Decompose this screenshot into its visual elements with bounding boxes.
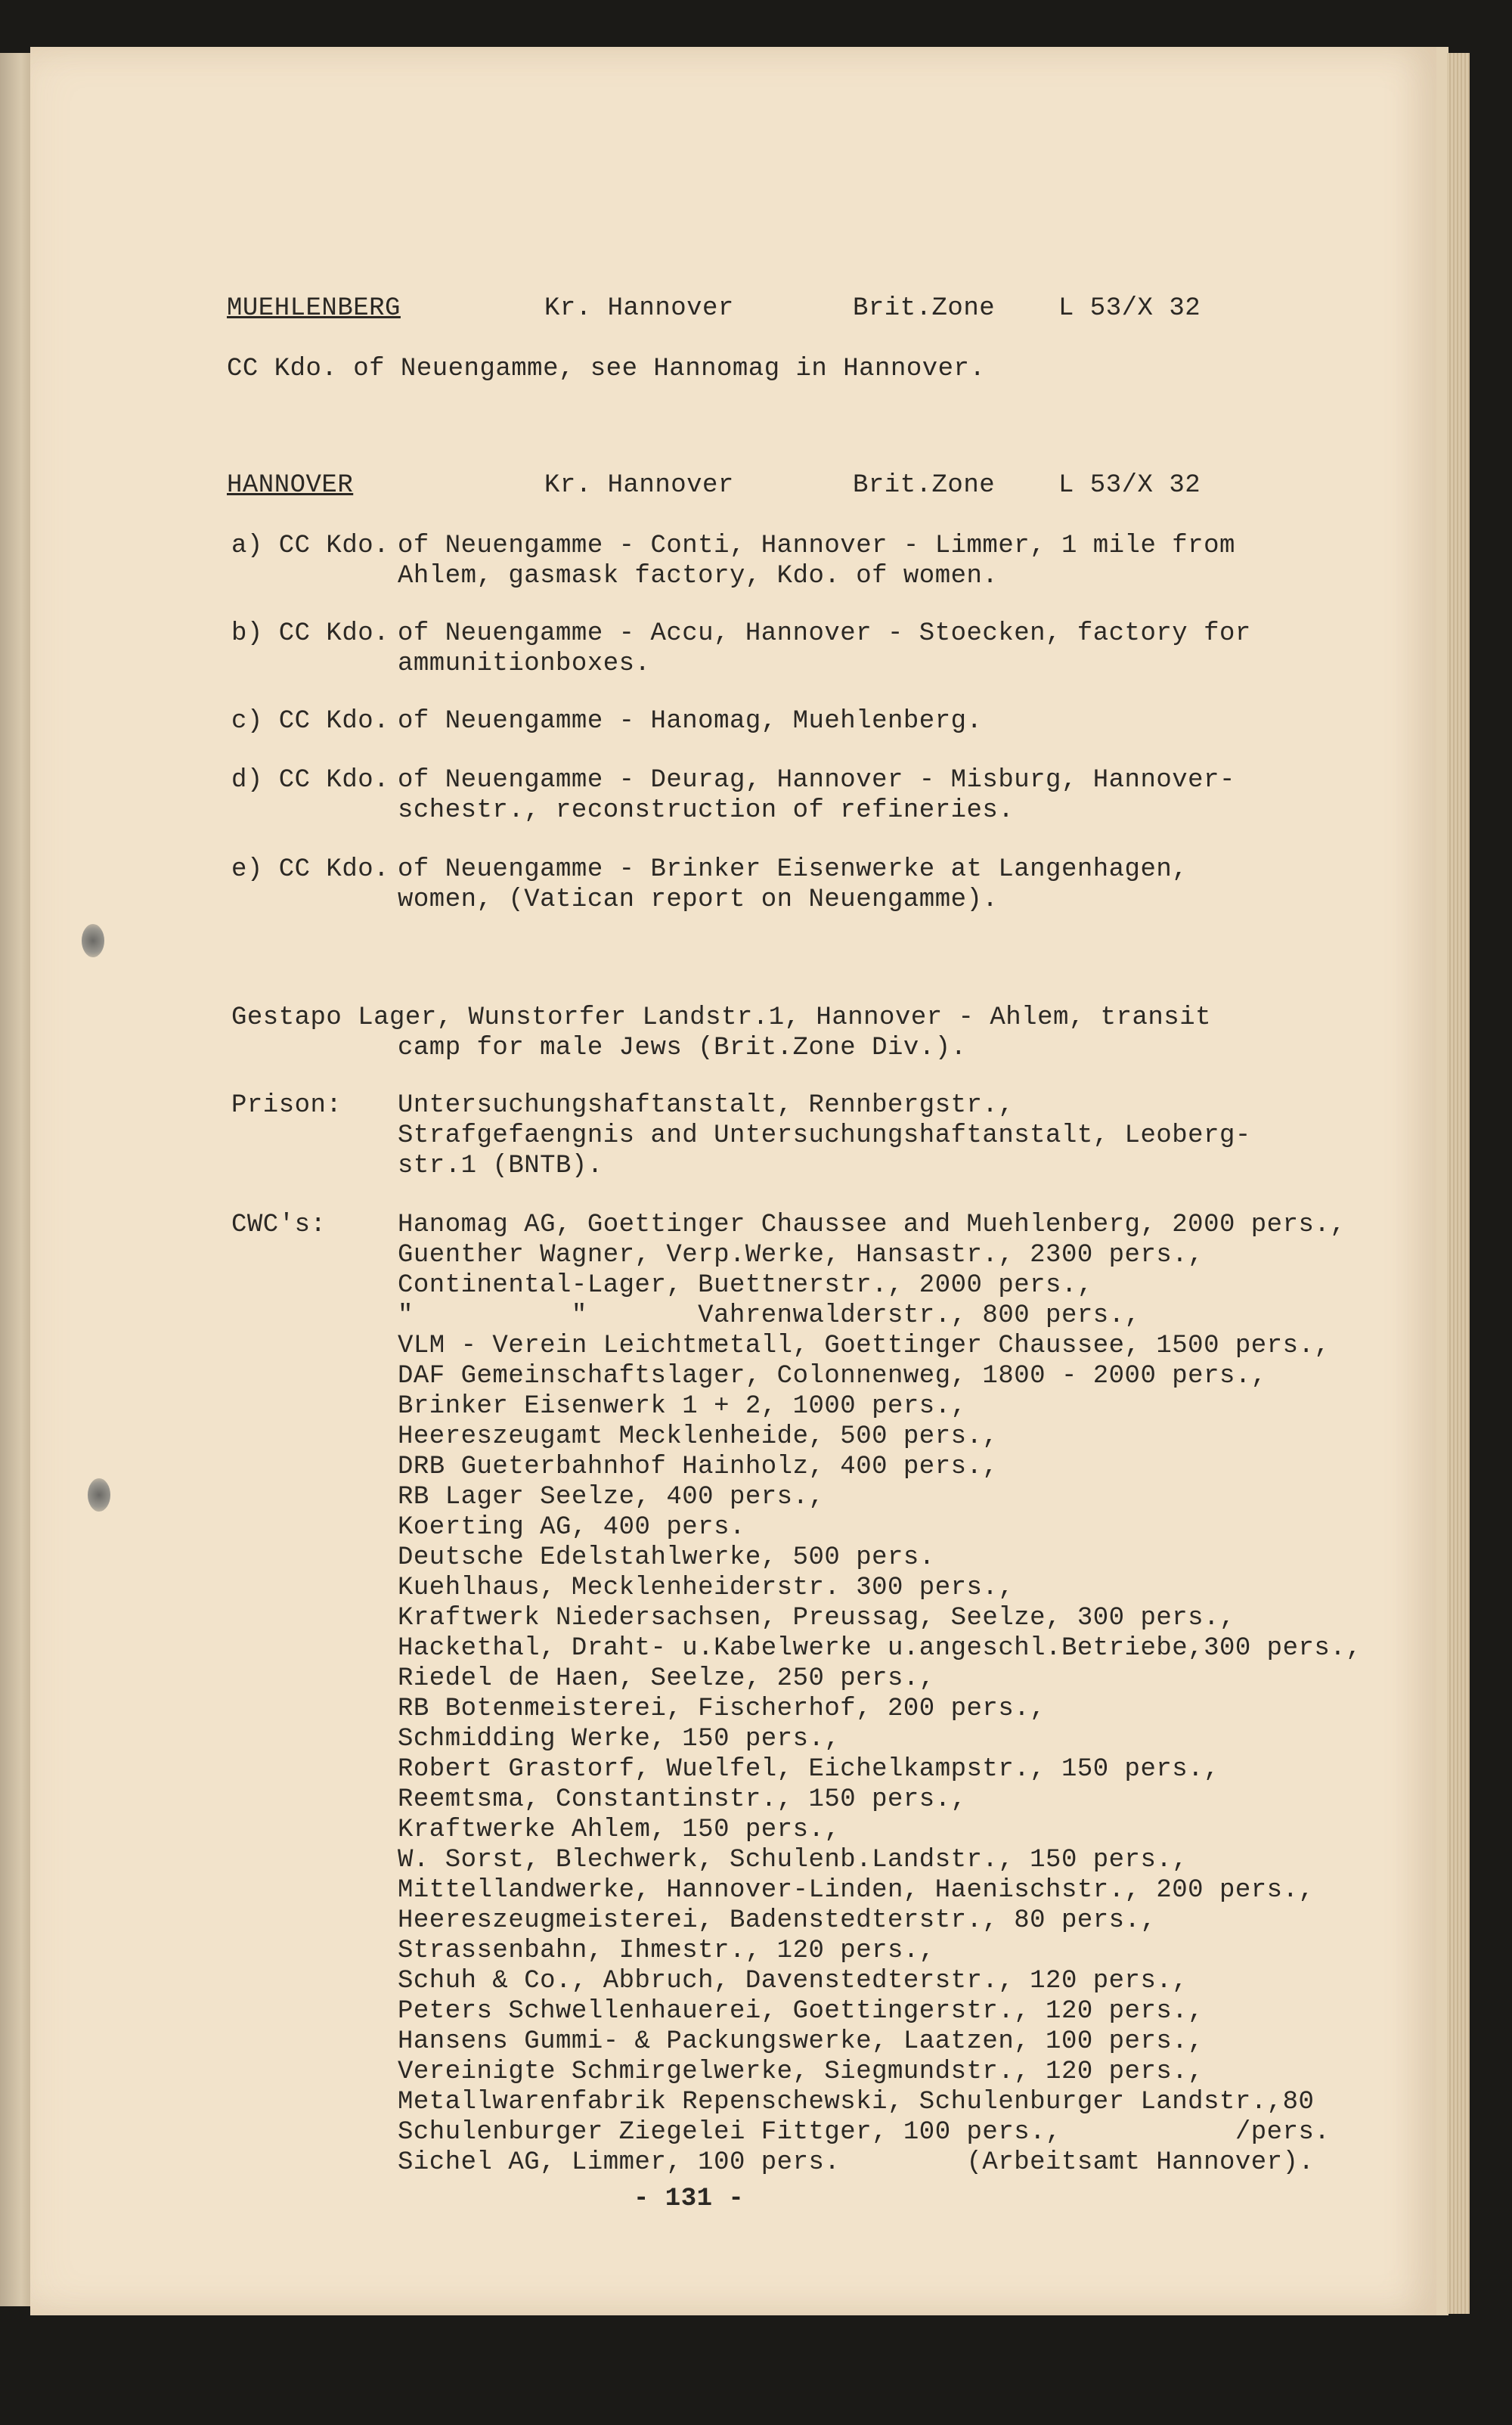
cc-item-line: of Neuengamme - Deurag, Hannover - Misburg, Hannover- [398, 766, 1235, 795]
cc-item-line: of Neuengamme - Brinker Eisenwerke at Langenhagen, [398, 855, 1188, 884]
cwc-line: Schuh & Co., Abbruch, Davenstedterstr., 120 pers., [398, 1967, 1188, 1996]
gestapo-line: camp for male Jews (Brit.Zone Div.). [398, 1034, 967, 1062]
cwc-line: Continental-Lager, Buettnerstr., 2000 pers., [398, 1271, 1093, 1300]
cwc-line: Kraftwerke Ahlem, 150 pers., [398, 1816, 841, 1844]
cc-item-line: women, (Vatican report on Neuengamme). [398, 885, 999, 914]
entry-muehlenberg-district: Kr. Hannover [544, 294, 734, 323]
prison-line: Strafgefaengnis and Untersuchungshaftanstalt, Leoberg- [398, 1121, 1251, 1150]
cc-item-marker: e) CC Kdo. [231, 855, 390, 884]
cwc-line: W. Sorst, Blechwerk, Schulenb.Landstr., 150 pers., [398, 1846, 1188, 1875]
cc-item-line: of Neuengamme - Accu, Hannover - Stoecken, factory for [398, 619, 1251, 648]
cwc-line: Kraftwerk Niedersachsen, Preussag, Seelze, 300 pers., [398, 1604, 1235, 1633]
cwc-line: Peters Schwellenhauerei, Goettingerstr., 120 pers., [398, 1997, 1204, 2026]
prison-line: Untersuchungshaftanstalt, Rennbergstr., [398, 1091, 1015, 1120]
cwc-line: Guenther Wagner, Verp.Werke, Hansastr., 2300 pers., [398, 1241, 1204, 1270]
cc-item-marker: c) CC Kdo. [231, 707, 390, 736]
cc-item-marker: b) CC Kdo. [231, 619, 390, 648]
cwc-line: Schulenburger Ziegelei Fittger, 100 pers., /pers. [398, 2118, 1331, 2147]
cwc-line: Riedel de Haen, Seelze, 250 pers., [398, 1664, 935, 1693]
cwc-line: Strassenbahn, Ihmestr., 120 pers., [398, 1937, 935, 1965]
cwc-line: Kuehlhaus, Mecklenheiderstr. 300 pers., [398, 1574, 1015, 1602]
entry-muehlenberg-zone: Brit.Zone [853, 294, 996, 323]
cc-item-line: of Neuengamme - Hanomag, Muehlenberg. [398, 707, 983, 736]
cwc-line: Vereinigte Schmirgelwerke, Siegmundstr., 120 pers., [398, 2058, 1204, 2086]
cwc-line: " " Vahrenwalderstr., 800 pers., [398, 1301, 1141, 1330]
cwc-line: Hackethal, Draht- u.Kabelwerke u.angeschl.Betriebe,300 pers., [398, 1634, 1362, 1663]
cwc-label: CWC's: [231, 1211, 327, 1239]
page-number: - 131 - [634, 2185, 745, 2213]
prison-label: Prison: [231, 1091, 342, 1120]
entry-hannover-name: HANNOVER [227, 471, 354, 500]
cc-item-line: Ahlem, gasmask factory, Kdo. of women. [398, 562, 999, 591]
cwc-line: DRB Gueterbahnhof Hainholz, 400 pers., [398, 1453, 999, 1481]
cwc-line: Deutsche Edelstahlwerke, 500 pers. [398, 1543, 935, 1572]
entry-muehlenberg-name: MUEHLENBERG [227, 294, 401, 323]
cc-item-marker: d) CC Kdo. [231, 766, 390, 795]
cc-item-line: ammunitionboxes. [398, 650, 651, 678]
cc-item-line: of Neuengamme - Conti, Hannover - Limmer, 1 mile from [398, 532, 1235, 560]
cwc-line: Metallwarenfabrik Repenschewski, Schulenburger Landstr.,80 [398, 2088, 1315, 2116]
cwc-line: Mittellandwerke, Hannover-Linden, Haenischstr., 200 pers., [398, 1876, 1315, 1905]
cwc-line: Heereszeugamt Mecklenheide, 500 pers., [398, 1422, 999, 1451]
cwc-line: Schmidding Werke, 150 pers., [398, 1725, 841, 1754]
entry-muehlenberg-mapref: L 53/X 32 [1058, 294, 1201, 323]
cwc-line: Brinker Eisenwerk 1 + 2, 1000 pers., [398, 1392, 967, 1421]
entry-hannover-district: Kr. Hannover [544, 471, 734, 500]
cwc-line: Robert Grastorf, Wuelfel, Eichelkampstr., 150 pers., [398, 1755, 1219, 1784]
cwc-line: Sichel AG, Limmer, 100 pers. (Arbeitsamt Hannover). [398, 2148, 1315, 2177]
cwc-line: RB Botenmeisterei, Fischerhof, 200 pers., [398, 1695, 1046, 1723]
cc-item-marker: a) CC Kdo. [231, 532, 390, 560]
cwc-line: Hanomag AG, Goettinger Chaussee and Muehlenberg, 2000 pers., [398, 1211, 1346, 1239]
entry-hannover-mapref: L 53/X 32 [1058, 471, 1201, 500]
cwc-line: Reemtsma, Constantinstr., 150 pers., [398, 1785, 967, 1814]
cwc-line: VLM - Verein Leichtmetall, Goettinger Chaussee, 1500 pers., [398, 1332, 1331, 1360]
cwc-line: Heereszeugmeisterei, Badenstedterstr., 80 pers., [398, 1906, 1157, 1935]
cwc-line: Koerting AG, 400 pers. [398, 1513, 745, 1542]
cwc-line: RB Lager Seelze, 400 pers., [398, 1483, 825, 1512]
entry-muehlenberg-text: CC Kdo. of Neuengamme, see Hannomag in Hannover. [227, 355, 986, 383]
entry-hannover-zone: Brit.Zone [853, 471, 996, 500]
cc-item-line: schestr., reconstruction of refineries. [398, 796, 1015, 825]
cwc-line: Hansens Gummi- & Packungswerke, Laatzen, 100 pers., [398, 2027, 1204, 2056]
prison-line: str.1 (BNTB). [398, 1152, 603, 1180]
gestapo-line: Gestapo Lager, Wunstorfer Landstr.1, Hannover - Ahlem, transit [231, 1003, 1212, 1032]
cwc-line: DAF Gemeinschaftslager, Colonnenweg, 1800 - 2000 pers., [398, 1362, 1267, 1391]
